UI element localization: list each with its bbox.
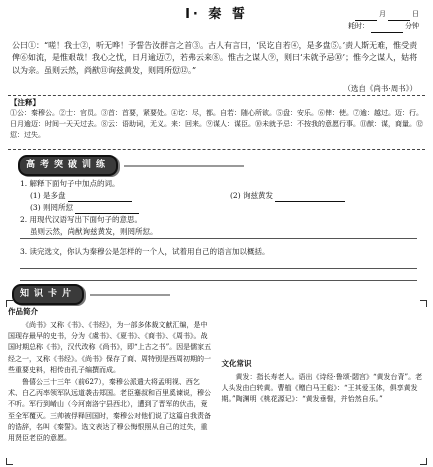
divider bbox=[8, 149, 425, 150]
right-column-spacer bbox=[222, 304, 426, 356]
practice-banner-label: 高考突破训练 bbox=[18, 155, 118, 176]
notes-text: ①公：秦穆公。②士：官员。③首：首要，紧要处。④讫：尽，都。自若：随心所欲。⑤盘：安乐。⑥俾：使。⑦逾：越过。迈：行。日月逾迈：时间一天天过去。⑧云：语助词，无义。来：回来。⑨谋人：谋臣。⑩未就予忌：不按我的意愿行事。⑪猷：谋，商量。⑫愆：过失。 bbox=[10, 109, 423, 139]
notes-title: 【注释】 bbox=[10, 98, 40, 107]
card-corner bbox=[420, 300, 427, 307]
time-label: 耗时： bbox=[348, 21, 369, 30]
banner-line bbox=[90, 294, 170, 296]
knowledge-left-column bbox=[8, 304, 212, 444]
culture-text: 黄发：指长寿老人。语出《诗经·鲁颂·閟宫》“黄发台背”。老人头发由白转黄。曹植《赠白马王彪》：“王其爱玉体，俱享黄发期。”陶渊明《桃花源记》：“黄发垂髫，并怡然自乐。” bbox=[221, 373, 423, 404]
date-month-label: 月 bbox=[379, 10, 386, 18]
date-time-box bbox=[348, 9, 419, 33]
question-2-sentence: 虽则云然，尚猷询兹黄发，则罔所愆。 bbox=[30, 227, 158, 236]
answer-line[interactable] bbox=[20, 280, 417, 281]
divider bbox=[8, 95, 425, 96]
passage-source: （选自《尚书·周书》） bbox=[343, 84, 417, 93]
works-text: 《尚书》又称《书》、《书经》，为一部多体裁文献汇编，是中国现存最早的史书，分为《虞书》、《夏书》、《商书》、《周书》。战国时期总称《书》，汉代改称《尚书》，即“上古之书”。因是儒家五经之一，又称《书经》。《尚书》保存了商、周特别是西周初期的一些重要史料，相传由孔子编撰而成。 bbox=[8, 321, 212, 374]
passage-text: 公曰①：“嗟！我士②，听无哗！予誓告汝群言之首③。古人有言曰，‘民讫自若④，是多盘⑤。’责人斯无难，惟受责俾⑥如流，是惟艰哉！我心之忧，日月逾迈⑦，若弗云来⑧。惟古之谋人⑨，则曰‘未就予忌⑩’；惟今之谋人，姑将以为亲。虽则云然，尚猷⑪询兹黄发，则罔所愆⑫。” bbox=[12, 41, 418, 75]
answer-line[interactable] bbox=[20, 238, 417, 239]
page-title: I· 秦 誓 bbox=[185, 7, 248, 22]
question-1: 1. 解释下面句子中加点的词。 bbox=[20, 179, 120, 188]
knowledge-right-column bbox=[222, 304, 426, 444]
q1-item-3: (3) 则罔所愆 bbox=[30, 203, 74, 212]
time-unit-label: 分钟 bbox=[405, 21, 419, 30]
culture-heading: 文化常识 bbox=[221, 359, 252, 368]
works-heading: 作品简介 bbox=[8, 307, 38, 316]
knowledge-card bbox=[8, 304, 425, 444]
answer-line[interactable] bbox=[20, 268, 417, 269]
card-corner bbox=[420, 458, 427, 465]
q1-item-2: (2) 询兹黄发 bbox=[230, 191, 274, 200]
banner-line bbox=[124, 165, 244, 167]
card-corner bbox=[6, 300, 13, 307]
answer-blank[interactable] bbox=[275, 201, 345, 202]
question-2: 2. 用现代汉语写出下面句子的意思。 bbox=[20, 215, 143, 224]
knowledge-banner-label: 知识卡片 bbox=[12, 284, 84, 305]
card-corner bbox=[6, 458, 13, 465]
knowledge-banner bbox=[12, 285, 170, 304]
question-block bbox=[20, 178, 423, 238]
date-day-label: 日 bbox=[412, 10, 419, 18]
practice-banner bbox=[18, 156, 244, 175]
q1-item-1: (1) 是多盘 bbox=[30, 191, 66, 200]
question-3: 3. 读完选文，你认为秦穆公是怎样的一个人，试着用自己的语言加以概括。 bbox=[20, 247, 270, 256]
story-text: 鲁僖公三十三年（前627），秦穆公派遣大将孟明视、西乞术、白乙丙率领军队远道袭击郑国。老臣蹇叔和百里奚谏说，穆公不听。军行到崤山（今河南洛宁县西北），遭到了晋军的伏击，竟至全军覆灭。三帅被俘释回国时，秦穆公对他们说了这篇自我责备的诰辞，名叫《秦誓》。选文表达了穆公悔恨照从自己的过失，重用贤臣老臣的意愿。 bbox=[8, 377, 211, 442]
